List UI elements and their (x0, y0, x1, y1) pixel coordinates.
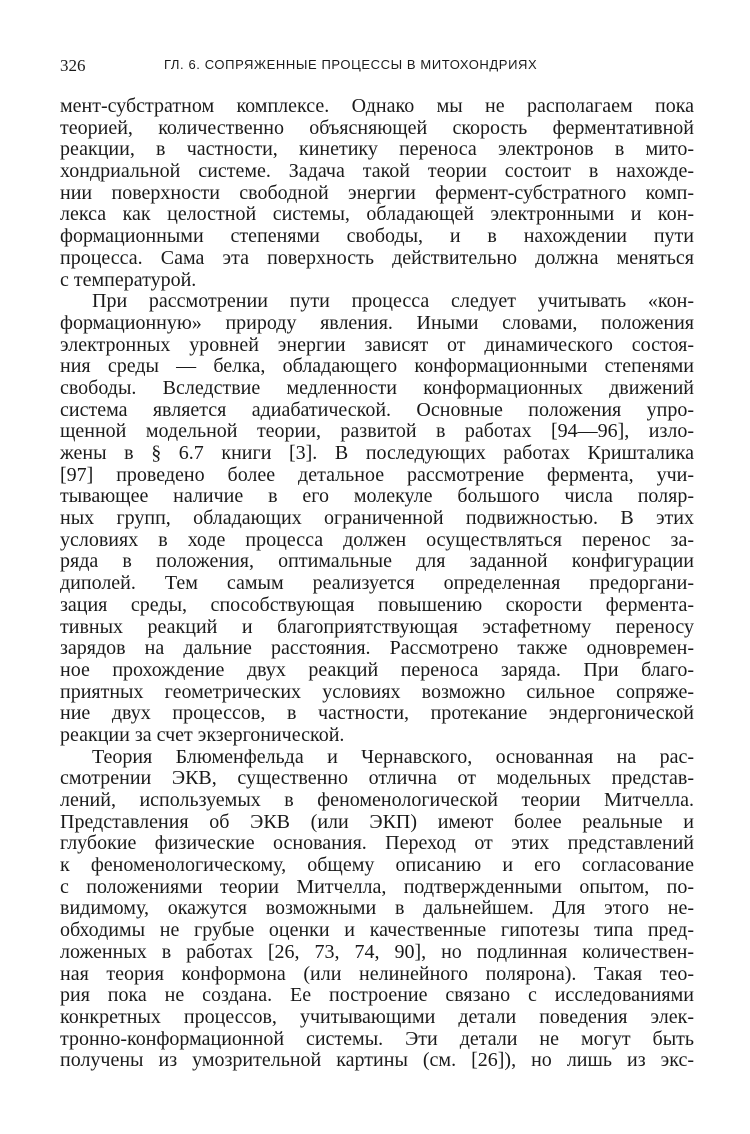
running-head (60, 52, 694, 78)
text-line: свободы. Вследствие медленности конформационных движений (60, 376, 694, 399)
text-line: теорией, количественно объясняющей скорость ферментативной (60, 116, 694, 139)
text-line: лекса как целостной системы, обладающей электронными и кон- (60, 203, 694, 226)
text-line: приятных геометрических условиях возможно сильное сопряже- (60, 680, 694, 703)
text-line: конкретных процессов, учитывающими детали поведения элек- (60, 1005, 694, 1028)
text-line: реакции, в частности, кинетику переноса электронов в мито- (60, 138, 694, 161)
text-line: условиях в ходе процесса должен осуществляться перенос за- (60, 528, 694, 551)
text-line: зарядов на дальние расстояния. Рассмотрено также одновремен- (60, 637, 694, 660)
text-line: видимому, окажутся возможными в дальнейшем. Для этого не- (60, 897, 694, 920)
text-line: к феноменологическому, общему описанию и его согласование (60, 854, 694, 877)
text-line: жены в § 6.7 книги [3]. В последующих работах Кришталика (60, 442, 694, 464)
text-line: ная теория конформона (или нелинейного полярона). Такая тео- (60, 962, 694, 985)
text-line: тивных реакций и благоприятствующая эстафетному переносу (60, 615, 694, 638)
text-line: ных групп, обладающих ограниченной подвижностью. В этих (60, 507, 694, 530)
text-line: глубокие физические основания. Переход от этих представлений (60, 832, 694, 855)
text-line: смотрении ЭКВ, существенно отлична от модельных представ- (60, 767, 694, 790)
text-line: формационную» природу явления. Иными словами, положения (60, 311, 694, 334)
text-line: Представления об ЭКВ (или ЭКП) имеют более реальные и (60, 810, 694, 833)
text-line: ния среды — белка, обладающего конформационными степенями (60, 355, 694, 378)
text-line: хондриальной системе. Задача такой теории состоит в нахожде- (60, 160, 694, 183)
paragraph (60, 96, 694, 291)
paragraph (60, 291, 694, 746)
text-line: [97] проведено более детальное рассмотрение фермента, учи- (60, 463, 694, 486)
text-line: щенной модельной теории, развитой в работах [94—96], изло- (60, 420, 694, 443)
paragraph (60, 747, 694, 1072)
text-line: система является адиабатической. Основные положения упро- (60, 398, 694, 421)
text-line: с положениями теории Митчелла, подтвержденными опытом, по- (60, 875, 694, 898)
text-line: тронно-конформационной системы. Эти детали не могут быть (60, 1027, 694, 1050)
chapter-title: ГЛ. 6. СОПРЯЖЕННЫЕ ПРОЦЕССЫ В МИТОХОНДРИЯХ (164, 57, 538, 72)
text-line: с температурой. (60, 268, 197, 291)
text-line: ложенных в работах [26, 73, 74, 90], но подлинная количествен- (60, 940, 694, 963)
text-line: ние двух процессов, в частности, протекание эндергонической (60, 702, 694, 725)
text-line: процесса. Сама эта поверхность действительно должна меняться (60, 246, 694, 269)
text-line: диполей. Тем самым реализуется определенная предоргани- (60, 572, 694, 595)
text-line: ное прохождение двух реакций переноса заряда. При благо- (60, 658, 694, 681)
text-line: нии поверхности свободной энергии фермент-субстратного комп- (60, 181, 694, 204)
text-line: Теория Блюменфельда и Чернавского, основанная на рас- (92, 745, 694, 768)
text-line: лений, используемых в феноменологической теории Митчелла. (60, 789, 694, 811)
text-line: тывающее наличие в его молекуле большого числа поляр- (60, 485, 694, 508)
text-line: обходимы не грубые оценки и качественные гипотезы типа пред- (60, 919, 694, 942)
text-line: реакции за счет экзергонической. (60, 723, 345, 746)
text-line: мент-субстратном комплексе. Однако мы не располагаем пока (60, 95, 694, 117)
text-line: ряда в положения, оптимальные для заданной конфигурации (60, 550, 694, 573)
book-page (60, 52, 694, 1072)
text-line: получены из умозрительной картины (см. [26]), но лишь из экс- (60, 1049, 694, 1072)
text-line: формационными степенями свободы, и в нахождении пути (60, 225, 694, 248)
text-line: электронных уровней энергии зависят от динамического состоя- (60, 333, 694, 356)
text-line: зация среды, способствующая повышению скорости фермента- (60, 593, 694, 616)
body-text (60, 96, 694, 1072)
text-line: При рассмотрении пути процесса следует учитывать «кон- (92, 290, 694, 313)
text-line: рия пока не создана. Ее построение связано с исследованиями (60, 984, 694, 1007)
page-number: 326 (60, 56, 86, 75)
